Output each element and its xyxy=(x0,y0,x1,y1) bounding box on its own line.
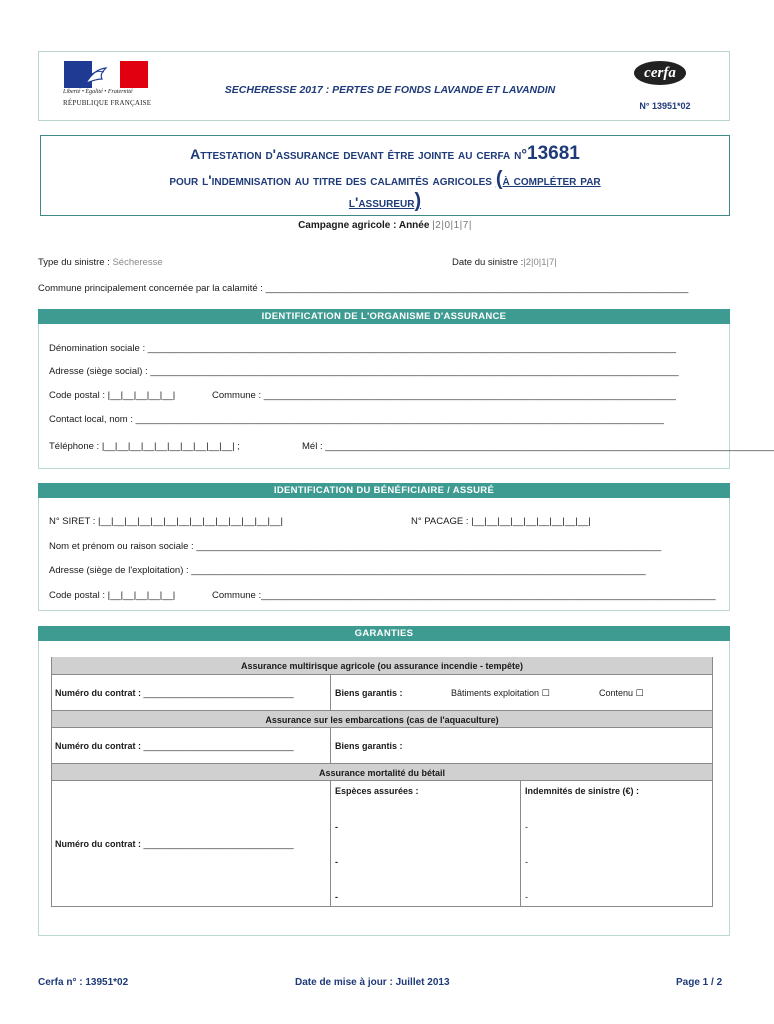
campagne-label: Campagne agricole : Année xyxy=(298,220,433,231)
telephone-field[interactable]: Téléphone : |__|__|__|__|__|__|__|__|__|__| ; xyxy=(49,441,240,452)
table-divider xyxy=(330,781,331,906)
contrat-line: ______________________________ xyxy=(143,688,294,698)
title-paren-open: ( xyxy=(495,168,503,190)
commune-organisme-field[interactable]: Commune : ______________________________________________________________________________ xyxy=(212,390,676,401)
title-line-1-text: Attestation d'assurance devant être jointe au cerfa n° xyxy=(190,146,527,162)
title-paren-close: ) xyxy=(414,190,422,212)
title-line-1 xyxy=(40,143,730,165)
campagne-value: |2|0|1|7| xyxy=(432,220,472,231)
contrat-line: ______________________________ xyxy=(143,839,294,849)
indemnite-entry-3[interactable]: - xyxy=(525,892,528,902)
header-title: SECHERESSE 2017 : PERTES DE FONDS LAVANDE ET LAVANDIN xyxy=(224,84,556,96)
contenu-label: Contenu xyxy=(599,688,634,698)
contrat-label: Numéro du contrat : xyxy=(55,741,144,751)
code-postal-beneficiaire-field[interactable]: Code postal : |__|__|__|__|__| xyxy=(49,590,176,601)
type-sinistre-label: Type du sinistre : xyxy=(38,257,113,268)
contrat-label: Numéro du contrat : xyxy=(55,688,144,698)
date-sinistre-label: Date du sinistre : xyxy=(452,257,524,268)
pacage-field[interactable]: N° PACAGE : |__|__|__|__|__|__|__|__|__| xyxy=(411,516,591,527)
biens-garantis-label: Biens garantis : xyxy=(335,741,403,751)
mel-field[interactable]: Mél : _____________________________________________________________________________________ xyxy=(302,441,774,452)
adresse-siege-field[interactable]: Adresse (siège social) : ____________________________________________________________________________________________________ xyxy=(49,366,679,377)
title-line-2 xyxy=(40,168,730,191)
title-line-3-text: l'assureur xyxy=(348,194,415,210)
garanties-section-bar: GARANTIES xyxy=(38,626,730,641)
adresse-exploitation-field[interactable]: Adresse (siège de l'exploitation) : ______________________________________________________________________________________ xyxy=(49,565,646,576)
commune-beneficiaire-field[interactable]: Commune :______________________________________________________________________________________ xyxy=(212,590,716,601)
biens-garantis-label: Biens garantis : xyxy=(335,688,403,698)
footer-cerfa-number: Cerfa n° : 13951*02 xyxy=(38,977,129,988)
footer-update-date: Date de mise à jour : Juillet 2013 xyxy=(295,977,450,988)
contact-local-field[interactable]: Contact local, nom : ____________________________________________________________________________________________________ xyxy=(49,414,664,425)
commune-calamite-field[interactable]: Commune principalement concernée par la calamité : ________________________________________________________________________________ xyxy=(38,283,689,294)
table-divider xyxy=(520,781,521,906)
republic-text: RÉPUBLIQUE FRANÇAISE xyxy=(63,99,152,107)
contrat-multirisque-field[interactable] xyxy=(55,688,294,698)
espece-entry-3[interactable]: - xyxy=(335,892,338,902)
footer-page-number: Page 1 / 2 xyxy=(676,977,723,988)
type-sinistre-field[interactable] xyxy=(38,257,163,268)
marianne-logo xyxy=(64,61,148,88)
organisme-section-bar: IDENTIFICATION DE L'ORGANISME D'ASSURANCE xyxy=(38,309,730,324)
cerfa-logo: cerfa xyxy=(634,61,686,85)
mortalite-header: Assurance mortalité du bétail xyxy=(52,763,712,781)
campagne-field[interactable] xyxy=(0,220,770,231)
contrat-line: ______________________________ xyxy=(143,741,294,751)
indemnites-label: Indemnités de sinistre (€) : xyxy=(525,786,640,796)
siret-field[interactable]: N° SIRET : |__|__|__|__|__|__|__|__|__|__|__|__|__|__| xyxy=(49,516,283,527)
type-sinistre-value: Sécheresse xyxy=(112,257,163,268)
denomination-field[interactable]: Dénomination sociale : ____________________________________________________________________________________________________ xyxy=(49,343,677,354)
nom-raison-sociale-field[interactable]: Nom et prénom ou raison sociale : ________________________________________________________________________________________ xyxy=(49,541,662,552)
contrat-mortalite-field[interactable] xyxy=(55,839,294,849)
contrat-label: Numéro du contrat : xyxy=(55,839,144,849)
table-divider xyxy=(330,728,331,763)
indemnite-entry-1[interactable]: - xyxy=(525,822,528,832)
code-postal-organisme-field[interactable]: Code postal : |__|__|__|__|__| xyxy=(49,390,176,401)
contenu-checkbox[interactable]: ☐ xyxy=(635,688,644,698)
multirisque-header: Assurance multirisque agricole (ou assurance incendie - tempête) xyxy=(52,657,712,675)
batiments-checkbox[interactable]: ☐ xyxy=(541,688,550,698)
date-sinistre-field[interactable] xyxy=(452,257,557,268)
title-line-2-suffix: à compléter par xyxy=(502,172,601,188)
table-divider xyxy=(330,675,331,710)
motto-text: Liberté • Égalité • Fraternité xyxy=(63,89,133,95)
beneficiaire-section-bar: IDENTIFICATION DU BÉNÉFICIAIRE / ASSURÉ xyxy=(38,483,730,498)
batiments-option[interactable] xyxy=(451,688,550,699)
title-cerfa-number: 13681 xyxy=(527,143,580,164)
espece-entry-2[interactable]: - xyxy=(335,857,338,867)
indemnite-entry-2[interactable]: - xyxy=(525,857,528,867)
contenu-option[interactable] xyxy=(599,688,644,699)
especes-label: Espèces assurées : xyxy=(335,786,419,796)
cerfa-number: N° 13951*02 xyxy=(639,101,691,111)
contrat-embarcations-field[interactable] xyxy=(55,741,294,751)
title-line-2-text: pour l'indemnisation au titre des calamités agricoles xyxy=(169,172,496,188)
embarcations-header: Assurance sur les embarcations (cas de l'aquaculture) xyxy=(52,710,712,728)
title-line-3 xyxy=(40,190,730,213)
date-sinistre-value: |2|0|1|7| xyxy=(523,257,557,268)
batiments-label: Bâtiments exploitation xyxy=(451,688,540,698)
espece-entry-1[interactable]: - xyxy=(335,822,338,832)
